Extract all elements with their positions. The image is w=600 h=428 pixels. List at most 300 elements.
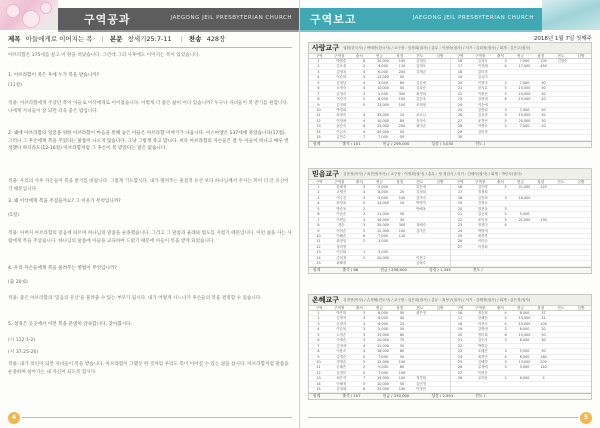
table-cell: 7,000 (519, 107, 530, 112)
table-cell: 김옥경 (477, 113, 488, 118)
table-cell (469, 256, 496, 260)
table-cell: 4 (317, 75, 320, 80)
table-cell: 김미순 (416, 228, 426, 233)
table-cell: 8 (362, 59, 366, 63)
table-cell: 15,000 (377, 332, 389, 337)
table-cell (572, 256, 591, 260)
table-cell: 32,000 (377, 387, 389, 392)
table-cell: 김명희 (477, 107, 488, 112)
table-cell: 조고나 (416, 113, 426, 118)
table-cell: 50 (399, 135, 405, 140)
table-cell (412, 338, 431, 342)
table-cell: 50 (399, 75, 405, 80)
table-cell: 김순희 (477, 212, 488, 217)
table-cell: 3 (362, 338, 366, 343)
table-cell (469, 135, 496, 139)
table-cell (553, 223, 572, 227)
roster-column (450, 311, 592, 393)
table-cell (515, 130, 534, 134)
table-cell (431, 349, 450, 353)
table-cell (431, 311, 450, 315)
page-number: 4 (8, 412, 20, 424)
table-cell: 130 (540, 217, 547, 222)
table-cell: 김정혜 (336, 387, 347, 392)
table-cell (515, 387, 534, 391)
table-cell: 신경자 (336, 321, 347, 326)
table-cell: 50 (399, 343, 405, 348)
table-cell (412, 130, 431, 134)
roster-column (309, 311, 450, 393)
table-cell: 120 (540, 185, 547, 189)
table-cell (553, 311, 572, 315)
table-cell: 9 (317, 228, 320, 233)
table-cell (572, 349, 591, 353)
table-cell: 한지호 (477, 86, 488, 91)
table-cell: 이인화 (336, 250, 347, 255)
table-cell: 5 (317, 80, 320, 85)
table-cell (572, 245, 591, 249)
table-cell: 이애순 (336, 338, 347, 343)
reference-3: (5절) (8, 213, 19, 218)
table-cell (572, 365, 591, 369)
application-4: 적용: 좋은 아브라함의 '믿음의 유산'을 물려줄 수 있는 부모가 됩시다. 내가 어떻게 사느냐가 후손들의 복을 결정할 수 있습니다. (8, 296, 262, 301)
table-cell (412, 365, 431, 369)
table-cell: 16 (457, 59, 463, 63)
table-cell: 5 (504, 217, 507, 222)
table-cell: 김정숙 (336, 91, 347, 96)
table-cell (572, 75, 591, 79)
table-cell (412, 316, 431, 320)
column-header: 심방 (577, 54, 585, 58)
right-page-subtitle: JAEGONG JEIL PRESBYTERIAN CHURCH (412, 15, 534, 21)
table-cell (553, 64, 572, 68)
table-cell: 11,000 (377, 212, 389, 217)
table-cell: 김미정 (336, 255, 347, 260)
column-header: 헌금 (376, 180, 383, 184)
table-cell (572, 311, 591, 315)
table-cell: 7 (317, 217, 320, 222)
table-cell: 김순자 (477, 338, 488, 343)
table-cell: 이강자 (336, 97, 347, 102)
table-cell (431, 207, 450, 211)
question-1: 1. 아브라함이 죽은 후에 누가 복을 받습니까? (8, 73, 100, 78)
table-cell (553, 185, 572, 189)
table-cell: 11 (316, 113, 321, 118)
table-cell: 300 (398, 223, 406, 228)
table-cell (553, 261, 572, 265)
table-cell (496, 75, 515, 79)
divider (300, 30, 542, 32)
table-cell (393, 239, 412, 243)
table-cell: 18,000 (518, 195, 531, 200)
table-cell: 13 (316, 124, 321, 129)
table-cell: 이명숙 (477, 124, 488, 129)
table-cell: 4 (362, 113, 366, 118)
table-cell (412, 349, 431, 353)
table-cell: 6 (317, 338, 320, 343)
table-cell: 4 (504, 223, 507, 228)
table-cell (431, 245, 450, 249)
table-cell: 8,000 (378, 190, 388, 195)
table-cell: 정혜숙 (416, 223, 426, 228)
table-cell: 손혜순 (336, 365, 347, 370)
table-cell: 2 (317, 316, 320, 321)
table-cell: 4 (362, 118, 366, 123)
table-cell (431, 250, 450, 254)
table-cell (431, 81, 450, 85)
table-cell: 27 (457, 244, 463, 249)
table-cell (572, 382, 591, 386)
table-cell: 200 (398, 124, 406, 129)
table-cell: 박경희 (336, 107, 347, 112)
table-cell (515, 371, 534, 375)
table-cell: 22 (457, 343, 463, 348)
table-cell: 30 (457, 135, 463, 140)
total-offering: 헌금 / 236,000 (380, 267, 407, 273)
table-cell (553, 316, 572, 320)
table-cell (393, 108, 412, 112)
table-cell (534, 250, 553, 254)
table-cell: 18 (457, 321, 463, 326)
sermon-text: 창세기25:7-11 (127, 35, 172, 43)
table-cell: 17 (457, 190, 463, 195)
table-cell: 6 (362, 124, 366, 129)
table-cell: 3,000 (378, 80, 388, 85)
table-cell (572, 196, 591, 200)
table-cell: 박혜옥 (416, 206, 426, 211)
table-cell (572, 113, 591, 117)
table-cell: 5 (362, 370, 366, 375)
table-cell (553, 108, 572, 112)
table-cell: 50 (399, 354, 405, 359)
table-cell: 3,000 (519, 365, 530, 370)
table-cell (469, 261, 496, 265)
table-cell (572, 355, 591, 359)
table-cell: 10 (399, 113, 405, 118)
table-cell: 정정희 (477, 190, 488, 195)
table-cell (496, 70, 515, 74)
table-cell (515, 201, 534, 205)
table-cell (412, 360, 431, 364)
table-cell (431, 212, 450, 216)
table-cell (572, 119, 591, 123)
table-cell (431, 75, 450, 79)
table-cell (393, 207, 412, 211)
table-cell (412, 239, 431, 243)
table-cell: 50 (399, 381, 405, 386)
table-cell: 5 (362, 354, 366, 359)
table-cell (412, 327, 431, 331)
table-cell: 21 (457, 86, 463, 91)
table-cell: 박영자 (416, 201, 426, 206)
table-cell: 5 (362, 201, 366, 206)
left-page-subtitle: JAEGONG JEIL PRESBYTERIAN CHURCH (170, 15, 292, 21)
table-cell (534, 344, 553, 348)
table-cell (572, 124, 591, 128)
table-cell: 5 (362, 228, 366, 233)
table-cell: 11 (316, 239, 321, 244)
table-cell: 박철중 (336, 59, 347, 63)
table-cell (496, 239, 515, 243)
table-cell (534, 130, 553, 134)
table-cell: 17,000 (518, 64, 531, 69)
table-cell (534, 371, 553, 375)
table-cell: 7,000 (378, 233, 388, 238)
table-cell (355, 245, 374, 249)
table-cell: 윤혜정 (336, 185, 347, 189)
table-cell: 15 (316, 261, 321, 266)
table-cell (553, 338, 572, 342)
table-cell: 26 (457, 365, 463, 370)
table-cell: 1 (317, 311, 320, 315)
table-cell: 6 (317, 86, 320, 91)
table-cell: 최정숙 (336, 113, 347, 118)
table-cell: 김옥순 (416, 86, 426, 91)
sermon-title-label: 제목 (8, 35, 21, 43)
sermon-hymn-label: 찬송 (189, 35, 202, 43)
table-cell: 7 (317, 343, 320, 348)
table-cell (572, 371, 591, 375)
table-cell: 18,000 (377, 349, 389, 354)
roster-column (450, 59, 592, 141)
table-cell: 100 (540, 321, 547, 326)
total-total-label: 합계 (313, 393, 321, 399)
table-cell (496, 190, 515, 194)
total-attendance: 출석 / 101 (342, 141, 361, 147)
table-cell: 이정애 (336, 118, 347, 123)
table-cell: 김순애 (416, 185, 426, 189)
table-cell: 박순옥 (336, 206, 347, 211)
right-page (300, 0, 600, 428)
table-cell (553, 86, 572, 90)
table-cell (553, 245, 572, 249)
sermon-hymn: 428장 (206, 35, 226, 43)
table-cell: 6 (504, 97, 507, 102)
table-cell (496, 261, 515, 265)
table-cell (553, 124, 572, 128)
table-cell: 7 (317, 91, 320, 96)
table-cell (515, 103, 534, 107)
table-cell: 최경민 (477, 354, 488, 359)
table-cell: 4 (362, 80, 366, 85)
table-cell (431, 355, 450, 359)
table-cell: 18 (457, 195, 463, 200)
table-cell (412, 212, 431, 216)
table-cell (412, 322, 431, 326)
table-cell (515, 239, 534, 243)
table-cell: 3 (504, 80, 507, 85)
table-cell: 20 (457, 332, 463, 337)
table-cell (553, 360, 572, 364)
table-cell: 이순희 (336, 75, 347, 80)
table-cell: 25 (457, 233, 463, 238)
table-cell (572, 316, 591, 320)
table-cell (496, 250, 515, 254)
table-cell (572, 360, 591, 364)
table-cell (572, 70, 591, 74)
table-cell: 7,000 (519, 59, 530, 63)
table-cell (496, 103, 515, 107)
right-header-bar (300, 8, 542, 30)
table-cell: 17 (457, 316, 463, 321)
table-cell: 최정임 (336, 239, 347, 244)
table-cell (572, 327, 591, 331)
table-cell: 45,000 (377, 129, 389, 134)
column-header: 헌금 (376, 54, 383, 58)
table-cell (572, 190, 591, 194)
table-cell: 25,000 (377, 124, 389, 129)
table-cell (496, 371, 515, 375)
table-cell (534, 234, 553, 238)
total-bible: 성경 / 1,345 (428, 267, 451, 273)
table-cell: 19 (457, 201, 463, 206)
table-cell: 10 (316, 107, 321, 112)
column-header: 성경 (396, 54, 404, 58)
table-cell: 6,000 (378, 69, 388, 74)
table-cell (431, 201, 450, 205)
table-cell: 20 (399, 190, 405, 195)
table-cell (534, 135, 553, 139)
sermon-text-label: 본문 (109, 35, 123, 43)
table-cell: 김순애 (416, 80, 426, 85)
table-cell (431, 92, 450, 96)
table-cell: 30 (541, 338, 546, 343)
table-cell: 20 (399, 321, 405, 326)
table-cell: 6,000 (378, 316, 388, 321)
column-header: 구역 (315, 180, 323, 184)
table-cell: 140 (540, 365, 547, 370)
column-header: 구역장 (334, 306, 345, 310)
table-cell: 6 (317, 212, 320, 217)
table-cell: 조재영 (416, 102, 426, 107)
table-cell: 4 (317, 201, 320, 206)
table-cell: 3 (504, 365, 507, 370)
table-cell (553, 196, 572, 200)
table-cell (431, 338, 450, 342)
table-cell: 19,000 (377, 376, 389, 381)
table-cell: 김소정 (336, 64, 347, 69)
table-cell: 한혜순 (477, 316, 488, 321)
table-cell: 2 (362, 212, 366, 217)
flower-icon (6, 4, 20, 18)
right-page-title: 구역보고 (310, 13, 357, 26)
table-cell: 정미영 (336, 244, 347, 249)
table-cell (431, 327, 450, 331)
table-cell: 4 (504, 311, 507, 315)
table-cell (572, 92, 591, 96)
table-cell: 20 (541, 97, 546, 102)
table-cell (572, 261, 591, 265)
table-cell: 최혜정 (336, 261, 347, 266)
table-cell: 26 (457, 113, 463, 118)
table-cell (431, 103, 450, 107)
total-total-label: 합계 (313, 141, 321, 147)
table-cell (553, 135, 572, 139)
table-cell: 15 (316, 387, 321, 392)
table-cell: 3 (504, 107, 507, 112)
table-cell: 4 (362, 69, 366, 74)
table-cell: 3 (504, 349, 507, 354)
table-cell (431, 130, 450, 134)
column-header: 구역 (456, 54, 464, 58)
table-cell (496, 201, 515, 205)
table-cell (451, 382, 470, 386)
table-cell: 90 (541, 80, 546, 85)
table-cell: 9 (317, 354, 320, 359)
table-cell: 이순복 (336, 327, 347, 332)
table-cell: 5,000 (378, 327, 388, 332)
total-attendance: 출석 / 86 (342, 267, 359, 273)
column-header: 헌금 (517, 54, 524, 58)
church-report-1 (308, 42, 592, 148)
table-cell: 12,000 (377, 359, 389, 364)
table-cell: 노경순 (336, 332, 347, 337)
roster-column (309, 185, 450, 267)
table-cell (534, 245, 553, 249)
table-cell (431, 223, 450, 227)
table-cell: 24 (457, 102, 463, 107)
flower-icon (40, 2, 52, 14)
table-cell: 20 (541, 327, 546, 332)
table-cell (393, 245, 412, 249)
table-cell: 한현옥 (477, 206, 488, 211)
table-cell: 10,000 (377, 86, 389, 91)
table-cell: 100 (398, 359, 406, 364)
table-cell (469, 387, 496, 391)
table-cell: 22 (457, 217, 463, 222)
table-cell: 유미란 (477, 376, 488, 381)
table-cell: 12,000 (377, 228, 389, 233)
table-cell (534, 70, 553, 74)
table-cell: 5 (362, 86, 366, 91)
application-2: 적용: 우리의 사후 자손들이 복을 받기를 바랍니다. 그렇게 기도합시다. 내가 떨쳐주는 물질적 유산 보다 하나님께서 주시는 복이 더 큰 유산이기 때문입니다. (8, 179, 289, 192)
table-cell: 50 (541, 107, 546, 112)
table-cell: 김재오 (416, 64, 426, 69)
table-cell (553, 256, 572, 260)
table-cell: 최은정 (416, 311, 426, 315)
table-cell (515, 344, 534, 348)
table-cell: 김미정 (477, 129, 488, 134)
table-cell: 정경희 (416, 376, 426, 381)
table-cell: 이용선 (477, 91, 488, 96)
table-cell (553, 81, 572, 85)
table-cell: 16 (457, 311, 463, 315)
table-cell: 7,000 (519, 124, 530, 129)
table-cell: 최은자 (336, 376, 347, 381)
table-cell: 정명순 (336, 359, 347, 364)
table-cell: 19 (457, 327, 463, 332)
table-cell (393, 261, 412, 265)
table-cell: 40 (399, 316, 405, 321)
table-cell: 19 (457, 75, 463, 80)
table-cell: 김경순 (336, 354, 347, 359)
table-cell: 이영미 (477, 80, 488, 85)
table-cell: 29 (457, 129, 463, 134)
column-header: 전도 (557, 54, 565, 58)
table-cell: 15 (316, 135, 321, 140)
table-cell: 32,000 (377, 113, 389, 118)
table-cell (572, 212, 591, 216)
table-cell (496, 256, 515, 260)
table-cell (553, 207, 572, 211)
table-cell: 7 (362, 135, 366, 140)
table-cell (553, 229, 572, 233)
table-cell (534, 196, 553, 200)
table-cell (393, 185, 412, 189)
table-cell: 유정애 (477, 365, 488, 370)
table-cell (572, 103, 591, 107)
table-cell: 10 (316, 359, 321, 364)
